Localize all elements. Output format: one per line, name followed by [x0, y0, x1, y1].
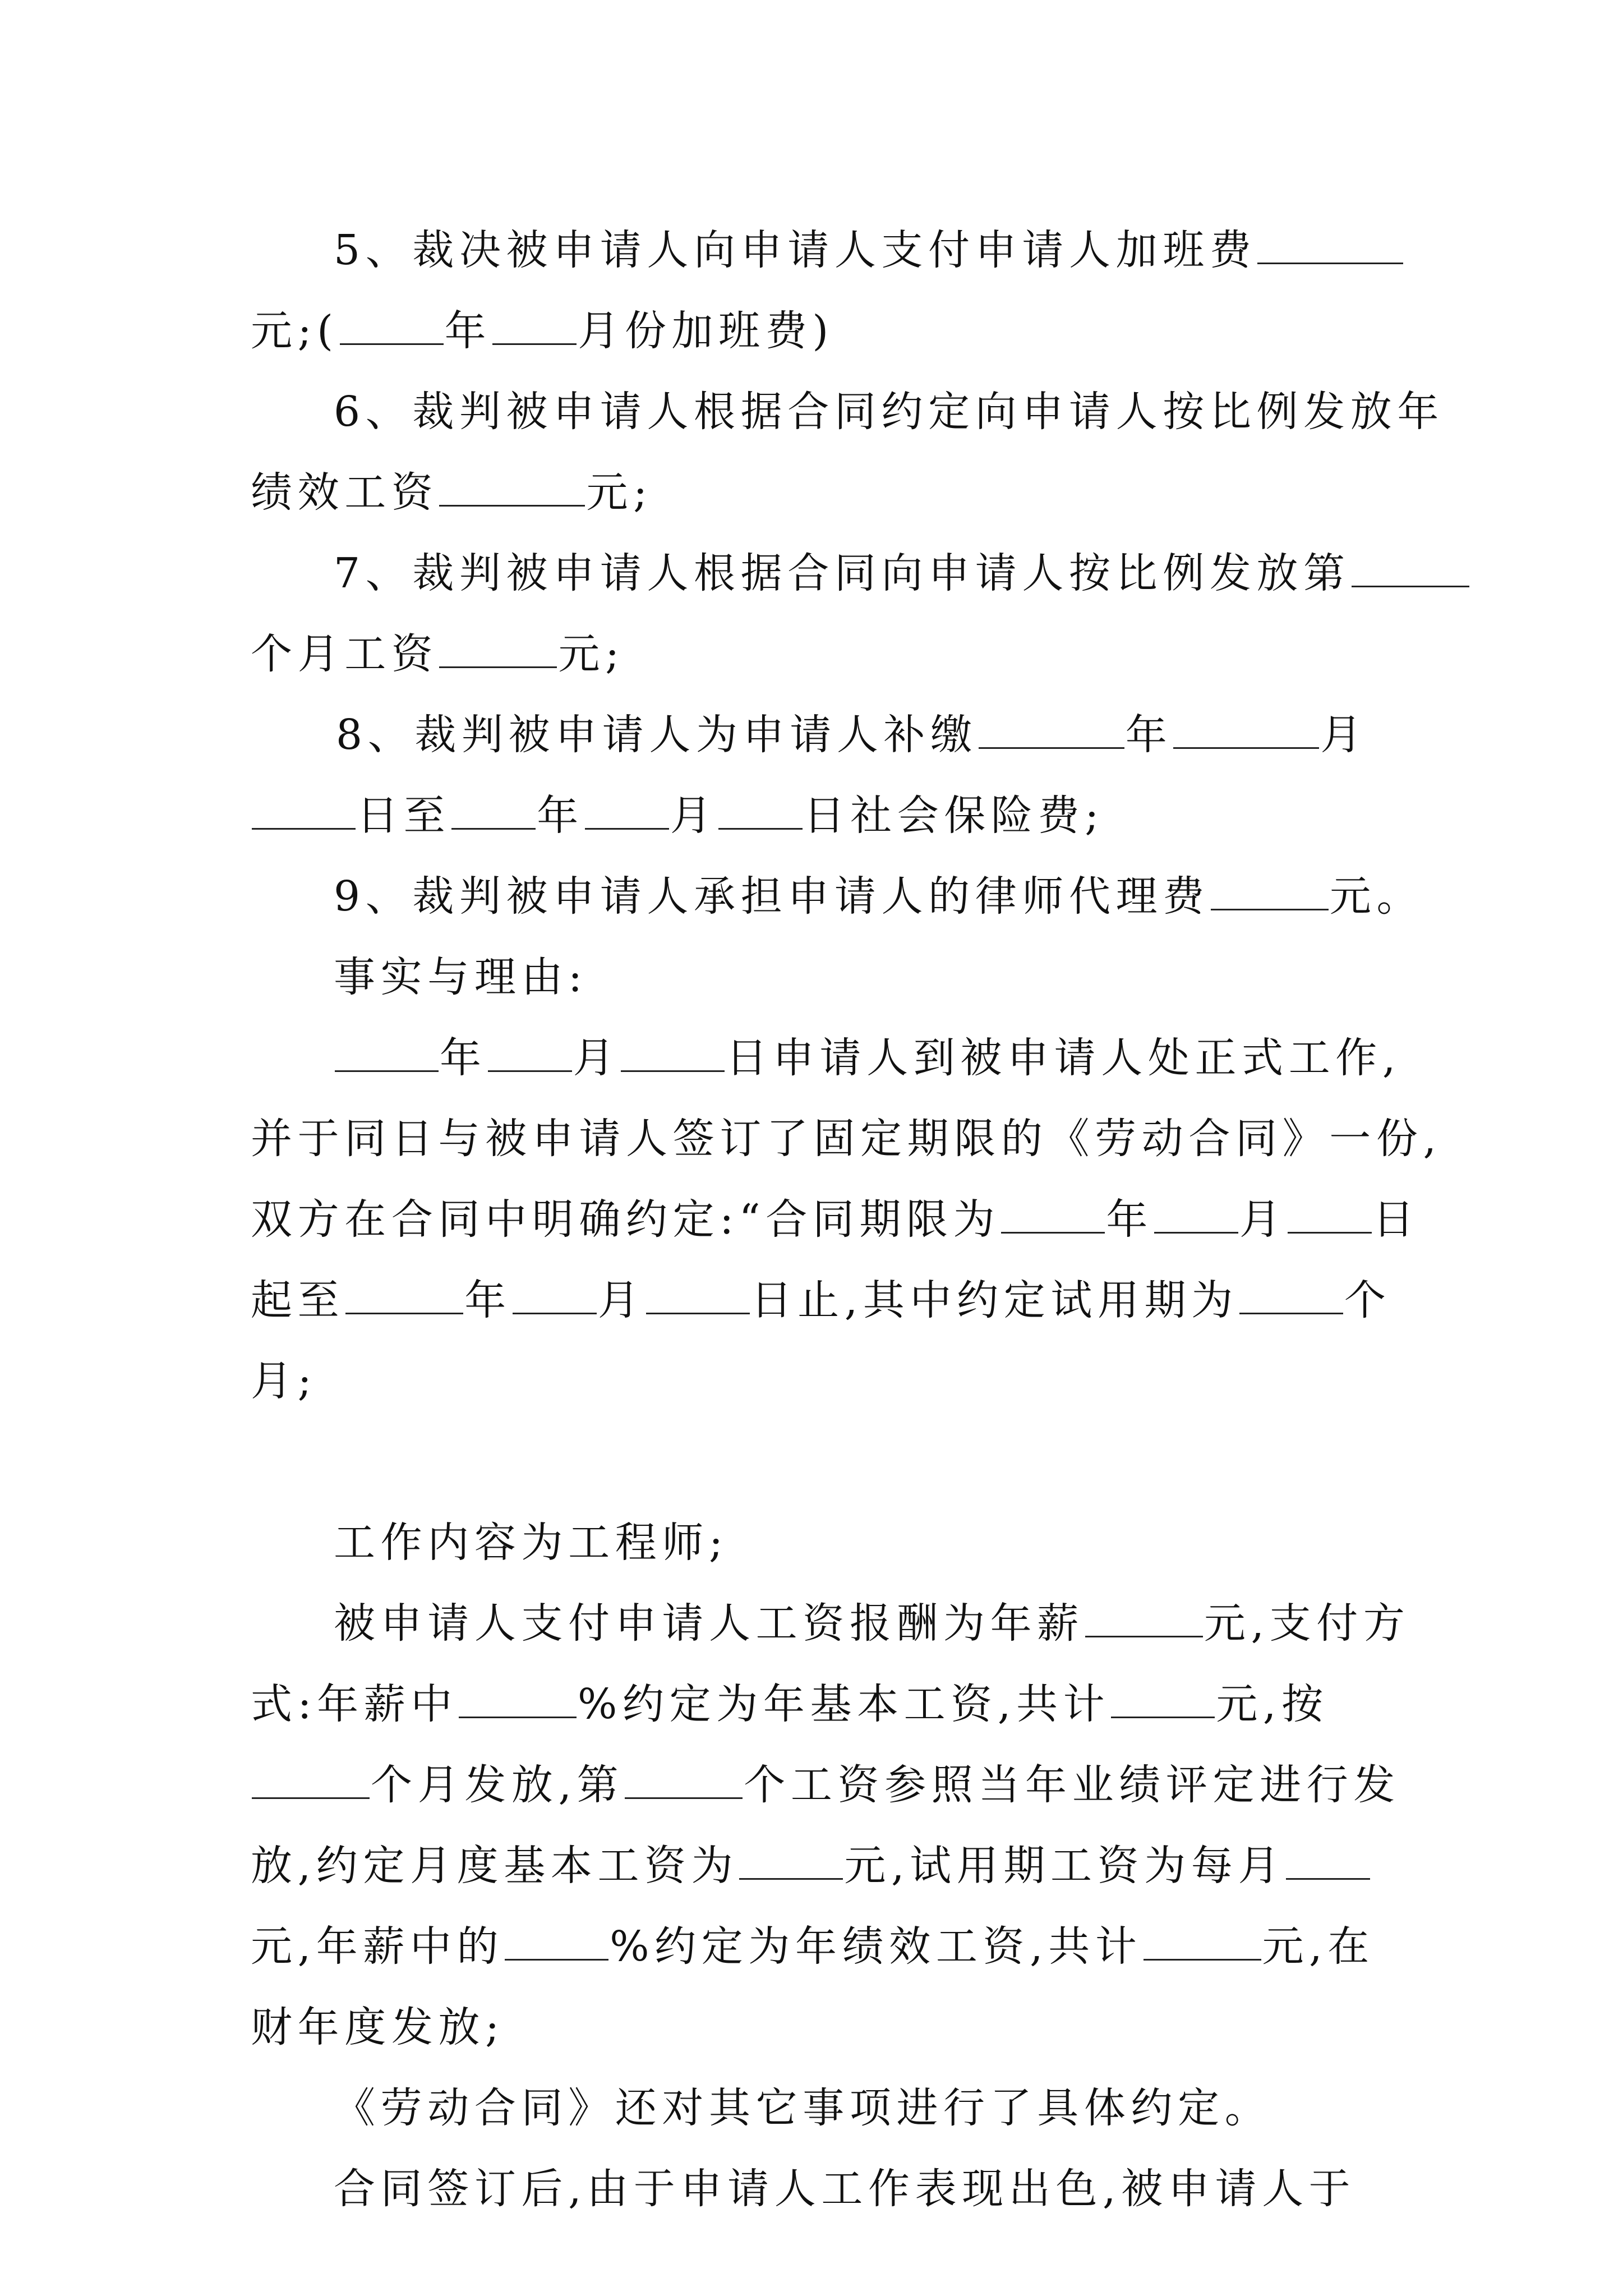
facts-heading: 事实与理由:	[334, 953, 588, 1001]
claim-item-8-line-2	[251, 775, 1389, 856]
claim-text: 日社会保险费;	[803, 792, 1104, 840]
facts-text: 元,年薪中的	[251, 1922, 504, 1971]
fill-in-blank	[252, 1761, 370, 1799]
claim-text: 元;	[586, 468, 653, 517]
fill-in-blank	[1257, 227, 1403, 264]
claim-text: 6、裁判被申请人根据合同约定向申请人按比例发放年	[334, 388, 1444, 436]
facts-text: 被申请人支付申请人工资报酬为年薪	[334, 1599, 1084, 1648]
facts-paragraph-4: 《劳动合同》还对其它事项进行了具体约定。	[334, 2084, 1272, 2132]
facts-text: 元,支付方	[1204, 1599, 1410, 1648]
fill-in-blank	[459, 1681, 577, 1718]
facts-text: 财年度发放;	[251, 2003, 505, 2051]
facts-text: 元,按	[1216, 1680, 1329, 1728]
facts-text: 元,在	[1262, 1922, 1375, 1971]
claim-item-8-line-1	[251, 694, 1389, 775]
fill-in-blank	[718, 792, 803, 830]
claim-item-5-line-2	[251, 291, 1389, 371]
facts-text: 月	[1239, 1195, 1287, 1244]
facts-paragraph-3-line-5	[251, 1906, 1389, 1987]
paragraph-spacer	[251, 1421, 1389, 1502]
claim-item-6-line-1	[251, 371, 1444, 452]
facts-text: 年	[1106, 1195, 1153, 1244]
fill-in-blank	[439, 469, 585, 507]
facts-text: 个月发放,第	[371, 1761, 624, 1809]
fill-in-blank	[492, 307, 577, 345]
fill-in-blank	[451, 792, 536, 830]
claim-text: 月	[670, 792, 717, 840]
facts-text: %约定为年绩效工资,共计	[610, 1922, 1142, 1971]
claim-item-5-line-1	[251, 210, 1389, 291]
facts-text: 年	[464, 1276, 511, 1324]
claim-text: 年	[537, 792, 584, 840]
fill-in-blank	[488, 1034, 572, 1072]
facts-paragraph-1-line-2	[251, 1098, 1442, 1179]
facts-paragraph-1-line-4	[251, 1260, 1389, 1341]
facts-text: 个	[1344, 1276, 1391, 1324]
facts-paragraph-3-line-1	[251, 1583, 1410, 1664]
facts-text: 元,试用期工资为每月	[844, 1842, 1285, 1890]
claim-text: 9、裁判被申请人承担申请人的律师代理费	[334, 872, 1210, 921]
facts-paragraph-3-line-4	[251, 1825, 1389, 1906]
fill-in-blank	[505, 1923, 608, 1961]
facts-text: 月;	[251, 1357, 317, 1405]
fill-in-blank	[739, 1842, 843, 1880]
claim-text: 年	[1125, 711, 1173, 759]
fill-in-blank	[335, 1034, 439, 1072]
claim-item-9	[251, 856, 1424, 937]
fill-in-blank	[345, 1277, 463, 1314]
fill-in-blank	[1111, 1681, 1215, 1718]
fill-in-blank	[1144, 1923, 1261, 1961]
facts-text: 月	[597, 1276, 645, 1324]
fill-in-blank	[621, 1034, 725, 1072]
facts-text: 日	[1372, 1195, 1420, 1244]
claim-item-7-line-1	[251, 533, 1389, 614]
fill-in-blank	[439, 631, 557, 668]
facts-paragraph-2: 工作内容为工程师;	[334, 1519, 728, 1567]
claim-item-6-line-2	[251, 452, 1389, 533]
facts-paragraph-3-line-3	[251, 1745, 1400, 1825]
fill-in-blank	[513, 1277, 597, 1314]
facts-text: 月	[573, 1034, 620, 1082]
fill-in-blank	[585, 792, 669, 830]
claim-text: 个月工资	[251, 630, 439, 678]
claim-text: 日至	[357, 792, 451, 840]
claim-text: 元。	[1329, 872, 1424, 921]
fill-in-blank	[252, 792, 356, 830]
claim-text: 年	[444, 307, 492, 355]
facts-paragraph-1-line-3	[251, 1179, 1420, 1260]
facts-text: 日申请人到被申请人处正式工作,	[726, 1034, 1401, 1082]
facts-text: %约定为年基本工资,共计	[578, 1680, 1110, 1728]
facts-text: 式:年薪中	[251, 1680, 458, 1728]
fill-in-blank	[1288, 1196, 1372, 1234]
fill-in-blank	[1154, 1196, 1238, 1234]
facts-text: 年	[440, 1034, 487, 1082]
claim-text: 7、裁判被申请人根据合同向申请人按比例发放第	[334, 549, 1350, 597]
fill-in-blank	[340, 307, 444, 345]
fill-in-blank	[1239, 1277, 1343, 1314]
claim-text: 月份加班费)	[578, 307, 834, 355]
facts-text: 并于同日与被申请人签订了固定期限的《劳动合同》一份,	[251, 1115, 1442, 1163]
fill-in-blank	[1352, 550, 1469, 587]
claim-text: 绩效工资	[251, 468, 439, 517]
claim-text: 元;(	[251, 307, 339, 355]
claim-item-7-line-2	[251, 614, 1389, 694]
facts-paragraph-5: 合同签订后,由于申请人工作表现出色,被申请人于	[334, 2165, 1356, 2213]
claim-text: 5、裁决被申请人向申请人支付申请人加班费	[334, 226, 1257, 274]
fill-in-blank	[1001, 1196, 1105, 1234]
fill-in-blank	[646, 1277, 750, 1314]
fill-in-blank	[1211, 873, 1329, 910]
document-body	[251, 210, 1444, 2229]
facts-paragraph-3-line-2	[251, 1664, 1389, 1745]
facts-text: 个工资参照当年业绩评定进行发	[744, 1761, 1400, 1809]
fill-in-blank	[979, 711, 1124, 749]
facts-text: 双方在合同中明确约定:“合同期限为	[251, 1195, 1000, 1244]
claim-text: 元;	[558, 630, 625, 678]
facts-paragraph-1-line-5	[251, 1341, 1389, 1421]
facts-paragraph-3-line-6	[251, 1987, 1389, 2068]
fill-in-blank	[625, 1761, 743, 1799]
facts-paragraph-1-line-1	[251, 1018, 1401, 1098]
fill-in-blank	[1173, 711, 1319, 749]
fill-in-blank	[1286, 1842, 1370, 1880]
facts-text: 日止,其中约定试用期为	[750, 1276, 1238, 1324]
claim-text: 月	[1320, 711, 1368, 759]
fill-in-blank	[1085, 1600, 1203, 1637]
facts-text: 放,约定月度基本工资为	[251, 1842, 739, 1890]
facts-text: 起至	[251, 1276, 345, 1324]
claim-text: 8、裁判被申请人为申请人补缴	[336, 711, 978, 759]
